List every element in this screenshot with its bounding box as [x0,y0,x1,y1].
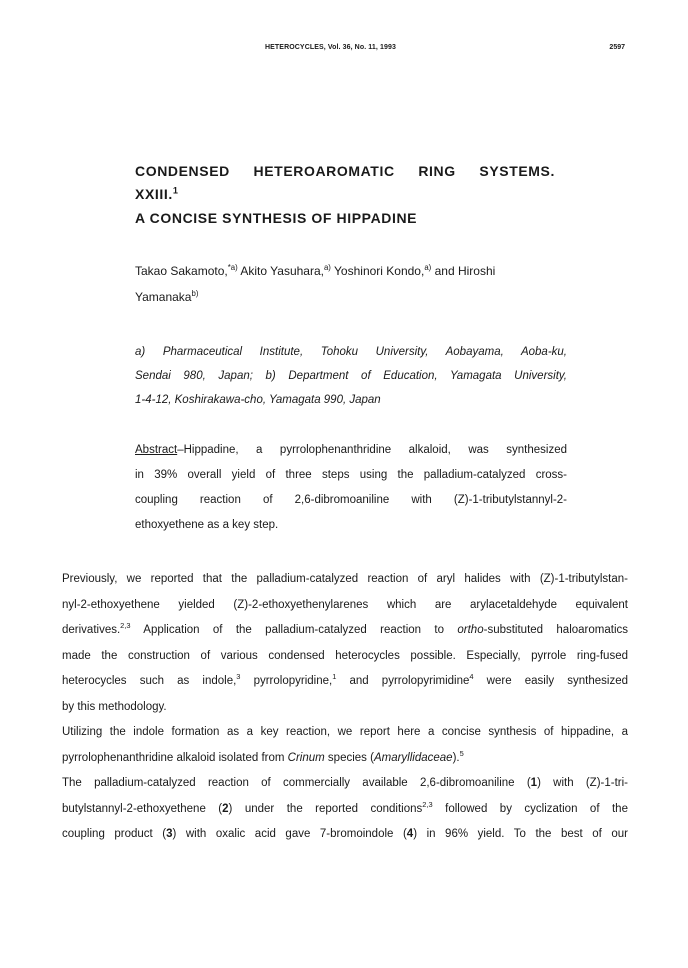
article-title-line-2 [135,186,555,202]
title-reference: 1 [172,185,179,196]
title-word: RING [418,163,456,179]
text-line: The palladium-catalyzed reaction of commercially available 2,6-dibromoaniline (1) with (Z)-1-tri- [62,777,628,789]
citation: 2,3 [120,621,131,631]
affiliation-line: a) Pharmaceutical Institute, Tohoku University, Aobayama, Aoba-ku, [135,346,567,358]
paragraph [62,567,628,720]
text-line: butylstannyl-2-ethoxyethene (2) under the reported conditions$^{2,3}$ followed by cyclization of the [62,799,628,815]
title-word: SYSTEMS. [479,163,555,179]
title-word: HETEROAROMATIC [253,163,395,179]
abstract-line: coupling reaction of 2,6-dibromoaniline with (Z)-1-tributylstannyl-2- [135,494,567,506]
abstract-line: Abstract–Hippadine, a pyrrolophenanthridine alkaloid, was synthesized [135,444,567,456]
affiliations [135,340,567,412]
text-line: made the construction of various condensed heterocycles possible. Especially, pyrrole ring-fused [62,649,628,662]
title-word: CONDENSED [135,163,230,179]
paragraph [62,720,628,771]
abstract-line: ethoxyethene as a key step. [135,519,279,531]
citation: 5 [459,748,464,758]
abstract [135,438,567,538]
citation: 3 [236,672,241,682]
citation: 4 [469,672,474,682]
compound-number: 2 [222,802,229,815]
text-line: derivatives.$^{2,3}$ Application of the palladium-catalyzed reaction to ortho-substituted haloaromatics [62,621,628,636]
running-head: HETEROCYCLES, Vol. 36, No. 11, 1993 [265,44,396,51]
affiliation-mark: b) [191,289,199,298]
series-number: XXIII. [135,186,173,202]
body-text [62,567,628,848]
citation: 2,3 [422,799,433,809]
abstract-line: in 39% overall yield of three steps using the palladium-catalyzed cross- [135,469,567,481]
abstract-label: Abstract [135,444,178,456]
author-name: Akito Yasuhara, [237,264,324,278]
article-subtitle: A CONCISE SYNTHESIS OF HIPPADINE [135,210,418,226]
article-title-line-1 [135,163,555,179]
citation: 1 [332,672,337,682]
text-line: Previously, we reported that the palladium-catalyzed reaction of aryl halides with (Z)-1-tributylstan- [62,573,628,585]
text-line: pyrrolophenanthridine alkaloid isolated from Crinum species (Amaryllidaceae).$^5$ [62,748,464,764]
paragraph [62,771,628,848]
author-list [135,258,565,310]
text-line: heterocycles such as indole,$^3$ pyrrolopyridine,$^1$ and pyrrolopyrimidine$^4$ were easily synthesized [62,672,628,687]
author-name: and Hiroshi [431,264,496,278]
affiliation-mark: *a) [227,263,238,272]
author-name: Takao Sakamoto, [135,264,228,278]
compound-number: 3 [166,828,173,840]
text-line: coupling product (3) with oxalic acid gave 7-bromoindole (4) in 96% yield. To the best of our [62,828,629,840]
text-line: by this methodology. [62,700,167,713]
page-number: 2597 [609,44,625,51]
affiliation-mark: a) [424,263,432,272]
compound-number: 1 [530,777,538,789]
affiliation-line: 1-4-12, Koshirakawa-cho, Yamagata 990, Japan [135,394,381,406]
author-name: Yamanaka [135,290,192,304]
author-name: Yoshinori Kondo, [330,264,425,278]
text-line: nyl-2-ethoxyethene yielded (Z)-2-ethoxyethenylarenes which are arylacetaldehyde equivalent [62,598,628,611]
affiliation-line: Sendai 980, Japan; b) Department of Education, Yamagata University, [135,370,567,382]
text-line: Utilizing the indole formation as a key reaction, we report here a concise synthesis of hippadine, a [62,726,628,738]
compound-number: 4 [406,828,414,840]
affiliation-mark: a) [323,263,331,272]
